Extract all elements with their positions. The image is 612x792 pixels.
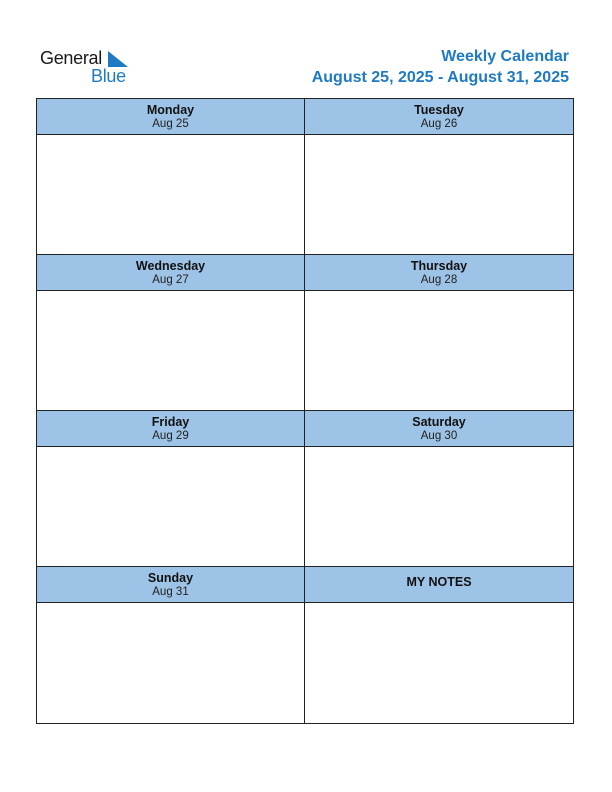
day-cell-tuesday	[305, 99, 573, 255]
day-name: Friday	[151, 414, 190, 429]
day-cell-thursday	[305, 255, 573, 411]
day-name: Tuesday	[414, 102, 464, 117]
day-date: Aug 25	[152, 117, 189, 130]
day-date: Aug 31	[152, 585, 189, 598]
day-writing-area[interactable]	[37, 447, 304, 566]
day-date: Aug 26	[420, 117, 458, 130]
day-cell-friday	[37, 411, 305, 567]
day-writing-area[interactable]	[37, 135, 304, 254]
day-header	[37, 411, 304, 447]
logo-word-blue: Blue	[91, 66, 126, 86]
day-writing-area[interactable]	[37, 603, 304, 723]
notes-title: MY NOTES	[406, 574, 472, 589]
day-writing-area[interactable]	[37, 291, 304, 410]
day-name: Thursday	[410, 258, 468, 273]
day-name: Saturday	[412, 414, 466, 429]
day-header	[305, 255, 573, 291]
day-header	[37, 99, 304, 135]
day-name: Wednesday	[135, 258, 206, 273]
day-date: Aug 28	[420, 273, 458, 286]
day-cell-monday	[37, 99, 305, 255]
notes-cell	[305, 567, 573, 723]
day-cell-wednesday	[37, 255, 305, 411]
day-writing-area[interactable]	[305, 447, 573, 566]
day-name: Sunday	[147, 570, 194, 585]
day-header	[37, 567, 304, 603]
day-cell-sunday	[37, 567, 305, 723]
calendar-header	[312, 47, 569, 88]
logo-word-general: General	[40, 48, 102, 68]
day-date: Aug 29	[152, 429, 189, 442]
date-range: August 25, 2025 - August 31, 2025	[311, 69, 569, 86]
day-writing-area[interactable]	[305, 291, 573, 410]
day-date: Aug 27	[152, 273, 189, 286]
weekly-calendar-grid	[36, 98, 574, 724]
generalblue-logo	[40, 47, 140, 87]
day-name: Monday	[146, 102, 195, 117]
day-header	[305, 411, 573, 447]
notes-header	[305, 567, 573, 603]
day-cell-saturday	[305, 411, 573, 567]
page-title: Weekly Calendar	[441, 48, 569, 65]
day-writing-area[interactable]	[305, 135, 573, 254]
day-header	[37, 255, 304, 291]
day-header	[305, 99, 573, 135]
notes-writing-area[interactable]	[305, 603, 573, 723]
day-date: Aug 30	[420, 429, 458, 442]
